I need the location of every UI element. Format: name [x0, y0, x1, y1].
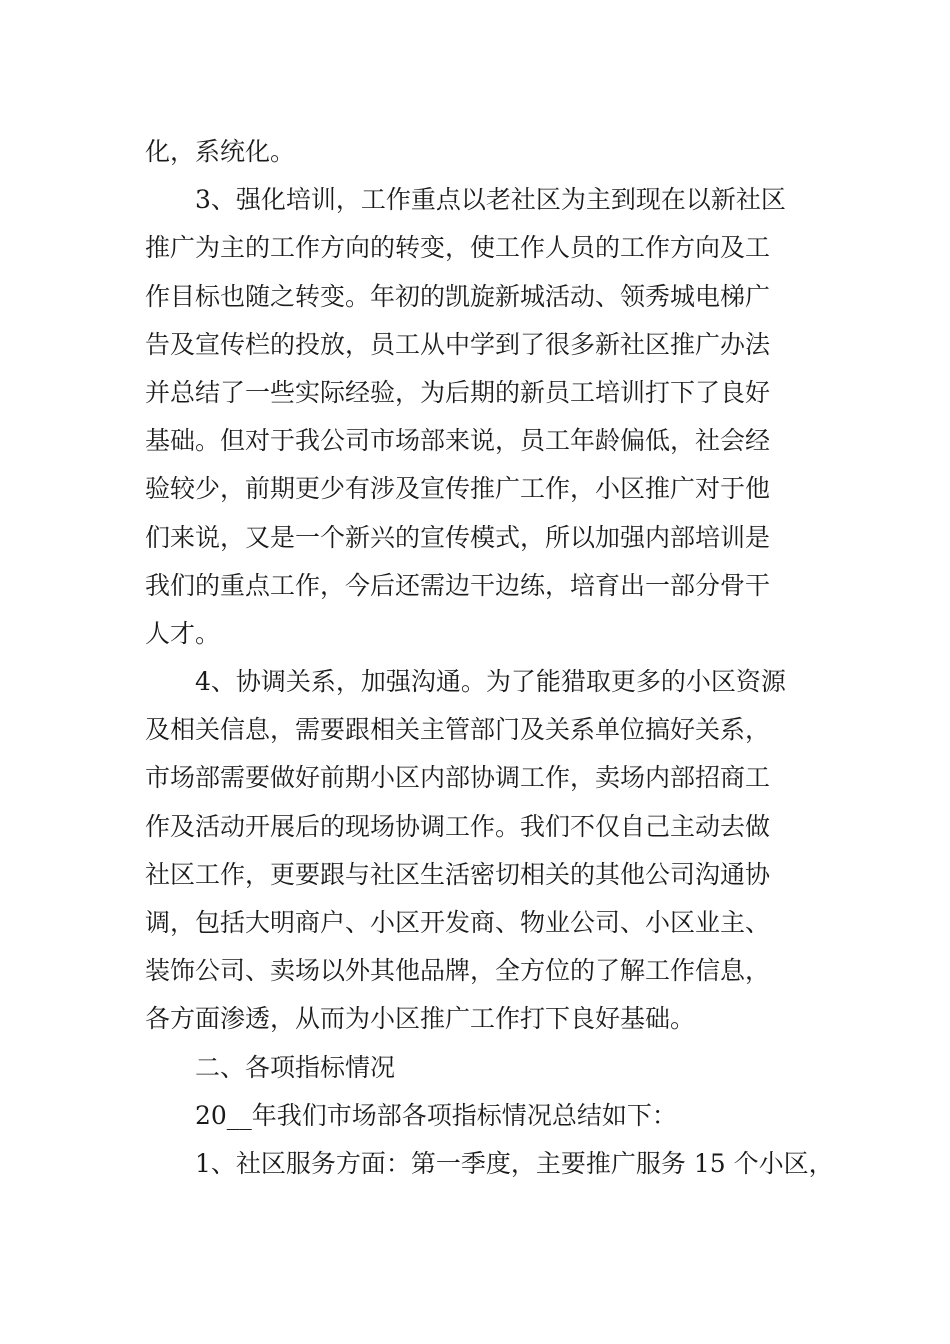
text-line: 4、协调关系，加强沟通。为了能猎取更多的小区资源: [195, 667, 786, 697]
text-line: 基础。但对于我公司市场部来说，员工年龄偏低，社会经: [145, 426, 771, 456]
text-line: 并总结了一些实际经验，为后期的新员工培训打下了良好: [145, 377, 771, 407]
text-line: 推广为主的工作方向的转变，使工作人员的工作方向及工: [145, 233, 771, 263]
text-line: 1、社区服务方面：第一季度，主要推广服务 15 个小区，: [195, 1148, 834, 1178]
text-line: 及相关信息，需要跟相关主管部门及关系单位搞好关系，: [145, 715, 771, 745]
text-line: 验较少，前期更少有涉及宣传推广工作，小区推广对于他: [145, 474, 771, 504]
text-line: 市场部需要做好前期小区内部协调工作，卖场内部招商工: [145, 763, 771, 793]
text-line: 20__年我们市场部各项指标情况总结如下：: [195, 1100, 677, 1130]
section-heading: 二、各项指标情况: [195, 1052, 396, 1082]
text-line: 作目标也随之转变。年初的凯旋新城活动、领秀城电梯广: [145, 281, 771, 311]
text-line: 我们的重点工作，今后还需边干边练，培育出一部分骨干: [145, 570, 771, 600]
text-line: 化，系统化。: [145, 137, 296, 166]
text-line: 各方面渗透，从而为小区推广工作打下良好基础。: [145, 1004, 696, 1034]
text-line: 社区工作，更要跟与社区生活密切相关的其他公司沟通协: [145, 859, 771, 889]
text-line: 人才。: [145, 618, 221, 648]
document-body: [145, 128, 834, 1188]
text-line: 作及活动开展后的现场协调工作。我们不仅自己主动去做: [145, 811, 771, 841]
text-line: 调，包括大明商户、小区开发商、物业公司、小区业主、: [145, 908, 771, 937]
text-line: 装饰公司、卖场以外其他品牌，全方位的了解工作信息，: [145, 956, 771, 986]
text-line: 们来说，又是一个新兴的宣传模式，所以加强内部培训是: [145, 522, 771, 552]
text-line: 告及宣传栏的投放，员工从中学到了很多新社区推广办法: [145, 329, 771, 359]
text-line: 3、强化培训，工作重点以老社区为主到现在以新社区: [195, 185, 786, 215]
